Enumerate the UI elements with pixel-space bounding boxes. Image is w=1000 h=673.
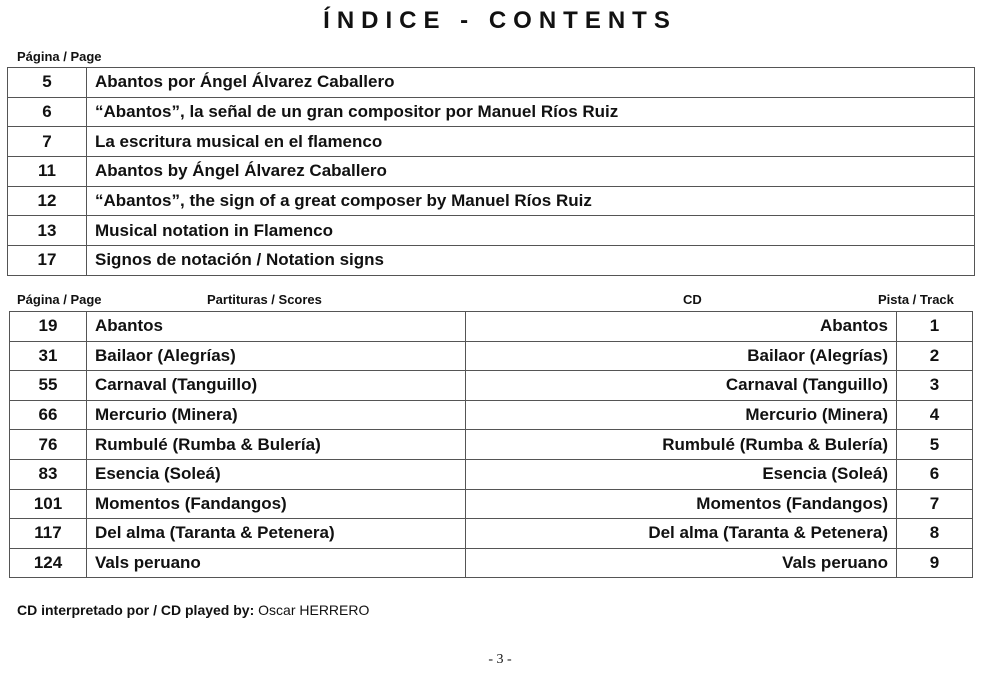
cd-title-cell: Momentos (Fandangos) xyxy=(466,489,897,519)
track-number-cell: 9 xyxy=(897,548,973,578)
track-number-cell: 4 xyxy=(897,400,973,430)
track-number-cell: 5 xyxy=(897,430,973,460)
page-number-cell: 66 xyxy=(10,400,87,430)
table-row xyxy=(8,68,975,98)
cd-title-cell: Bailaor (Alegrías) xyxy=(466,341,897,371)
title-cell: Abantos por Ángel Álvarez Caballero xyxy=(87,68,975,98)
score-title-cell: Rumbulé (Rumba & Bulería) xyxy=(87,430,466,460)
score-title-cell: Abantos xyxy=(87,312,466,342)
table-row xyxy=(10,430,973,460)
score-title-cell: Esencia (Soleá) xyxy=(87,459,466,489)
cd-title-cell: Abantos xyxy=(466,312,897,342)
track-number-cell: 8 xyxy=(897,519,973,549)
score-title-cell: Bailaor (Alegrías) xyxy=(87,341,466,371)
texts-table xyxy=(7,67,975,276)
table-row xyxy=(8,127,975,157)
table-row xyxy=(8,157,975,187)
page-number-cell: 17 xyxy=(8,246,87,276)
cd-title-cell: Vals peruano xyxy=(466,548,897,578)
cd-column-label: CD xyxy=(683,292,702,307)
page-number-cell: 19 xyxy=(10,312,87,342)
cd-credits xyxy=(17,602,369,618)
track-number-cell: 2 xyxy=(897,341,973,371)
page-number-cell: 31 xyxy=(10,341,87,371)
page-number-cell: 12 xyxy=(8,186,87,216)
title-cell: Abantos by Ángel Álvarez Caballero xyxy=(87,157,975,187)
page-number-cell: 124 xyxy=(10,548,87,578)
score-title-cell: Vals peruano xyxy=(87,548,466,578)
page-number-cell: 83 xyxy=(10,459,87,489)
page-column-label: Página / Page xyxy=(17,292,102,307)
cd-title-cell: Rumbulé (Rumba & Bulería) xyxy=(466,430,897,460)
title-cell: Musical notation in Flamenco xyxy=(87,216,975,246)
table-row xyxy=(10,489,973,519)
page-number-cell: 11 xyxy=(8,157,87,187)
page-title: ÍNDICE - CONTENTS xyxy=(323,7,677,34)
track-number-cell: 6 xyxy=(897,459,973,489)
table-row xyxy=(8,97,975,127)
score-title-cell: Momentos (Fandangos) xyxy=(87,489,466,519)
cd-title-cell: Mercurio (Minera) xyxy=(466,400,897,430)
table-row xyxy=(10,548,973,578)
page-number-cell: 117 xyxy=(10,519,87,549)
title-cell: “Abantos”, la señal de un gran compositor por Manuel Ríos Ruiz xyxy=(87,97,975,127)
performer-name: Oscar HERRERO xyxy=(258,602,370,618)
table-row xyxy=(8,246,975,276)
credits-label: CD interpretado por / CD played by: xyxy=(17,602,255,618)
table-row xyxy=(10,341,973,371)
page-number-cell: 6 xyxy=(8,97,87,127)
page-number-cell: 7 xyxy=(8,127,87,157)
table-row xyxy=(10,312,973,342)
table-row xyxy=(10,400,973,430)
scores-table xyxy=(9,311,973,578)
track-number-cell: 1 xyxy=(897,312,973,342)
track-column-label: Pista / Track xyxy=(878,292,954,307)
table-row xyxy=(10,371,973,401)
table-row xyxy=(10,459,973,489)
table-row xyxy=(8,216,975,246)
score-title-cell: Mercurio (Minera) xyxy=(87,400,466,430)
page-number-cell: 76 xyxy=(10,430,87,460)
page-number-cell: 13 xyxy=(8,216,87,246)
page-number-cell: 101 xyxy=(10,489,87,519)
score-title-cell: Del alma (Taranta & Petenera) xyxy=(87,519,466,549)
cd-title-cell: Del alma (Taranta & Petenera) xyxy=(466,519,897,549)
title-cell: “Abantos”, the sign of a great composer by Manuel Ríos Ruiz xyxy=(87,186,975,216)
table-row xyxy=(8,186,975,216)
cd-title-cell: Carnaval (Tanguillo) xyxy=(466,371,897,401)
track-number-cell: 7 xyxy=(897,489,973,519)
title-cell: Signos de notación / Notation signs xyxy=(87,246,975,276)
page-number-cell: 5 xyxy=(8,68,87,98)
track-number-cell: 3 xyxy=(897,371,973,401)
scores-column-label: Partituras / Scores xyxy=(207,292,322,307)
score-title-cell: Carnaval (Tanguillo) xyxy=(87,371,466,401)
page-number-cell: 55 xyxy=(10,371,87,401)
page-column-label: Página / Page xyxy=(17,49,102,64)
page-number: - 3 - xyxy=(488,652,512,667)
scores-header xyxy=(0,292,1000,308)
table-row xyxy=(10,519,973,549)
title-cell: La escritura musical en el flamenco xyxy=(87,127,975,157)
cd-title-cell: Esencia (Soleá) xyxy=(466,459,897,489)
